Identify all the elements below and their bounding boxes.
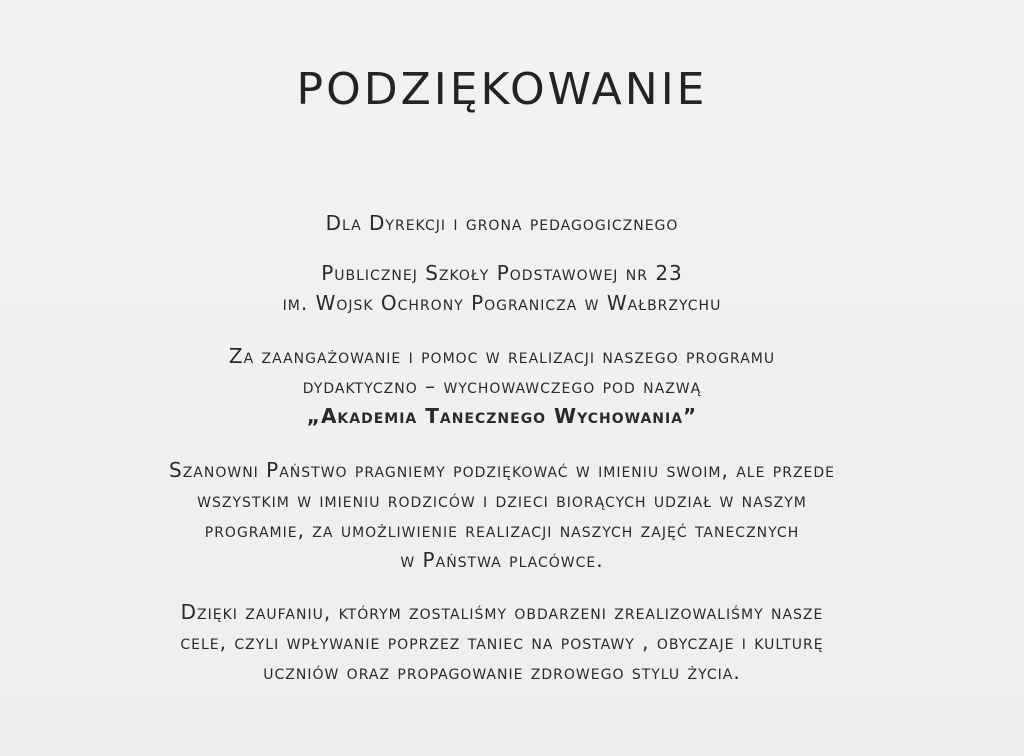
program-name: „Akademia Tanecznego Wychowania” xyxy=(306,404,698,428)
text-line: wszystkim w imieniu rodziców i dzieci biorących udział w naszym xyxy=(197,488,807,512)
program-paragraph xyxy=(0,341,1004,431)
text-line: Dzięki zaufaniu, którym zostaliśmy obdarzeni zrealizowaliśmy nasze xyxy=(180,600,824,624)
text-line: Za zaangażowanie i pomoc w realizacji naszego programu xyxy=(228,344,776,368)
text-line: Publicznej Szkoły Podstawowej nr 23 xyxy=(321,261,683,285)
text-line: dydaktyczno – wychowawczego pod nazwą xyxy=(302,374,702,398)
text-line: w Państwa placówce. xyxy=(400,548,604,572)
page-title: PODZIĘKOWANIE xyxy=(296,64,708,115)
thanks-paragraph xyxy=(0,455,1004,575)
text-line: im. Wojsk Ochrony Pogranicza w Wałbrzychu xyxy=(282,291,722,315)
closing-paragraph xyxy=(0,597,1004,687)
addressee-paragraph xyxy=(0,208,1004,238)
text-line: cele, czyli wpływanie poprzez taniec na postawy , obyczaje i kulturę xyxy=(180,630,824,654)
text-line: Dla Dyrekcji i grona pedagogicznego xyxy=(325,211,679,235)
school-name-paragraph xyxy=(0,258,1004,318)
text-line: programie, za umożliwienie realizacji naszych zajęć tanecznych xyxy=(204,518,800,542)
text-line: uczniów oraz propagowanie zdrowego stylu życia. xyxy=(263,660,741,684)
text-line: Szanowni Państwo pragniemy podziękować w imieniu swoim, ale przede xyxy=(169,458,835,482)
